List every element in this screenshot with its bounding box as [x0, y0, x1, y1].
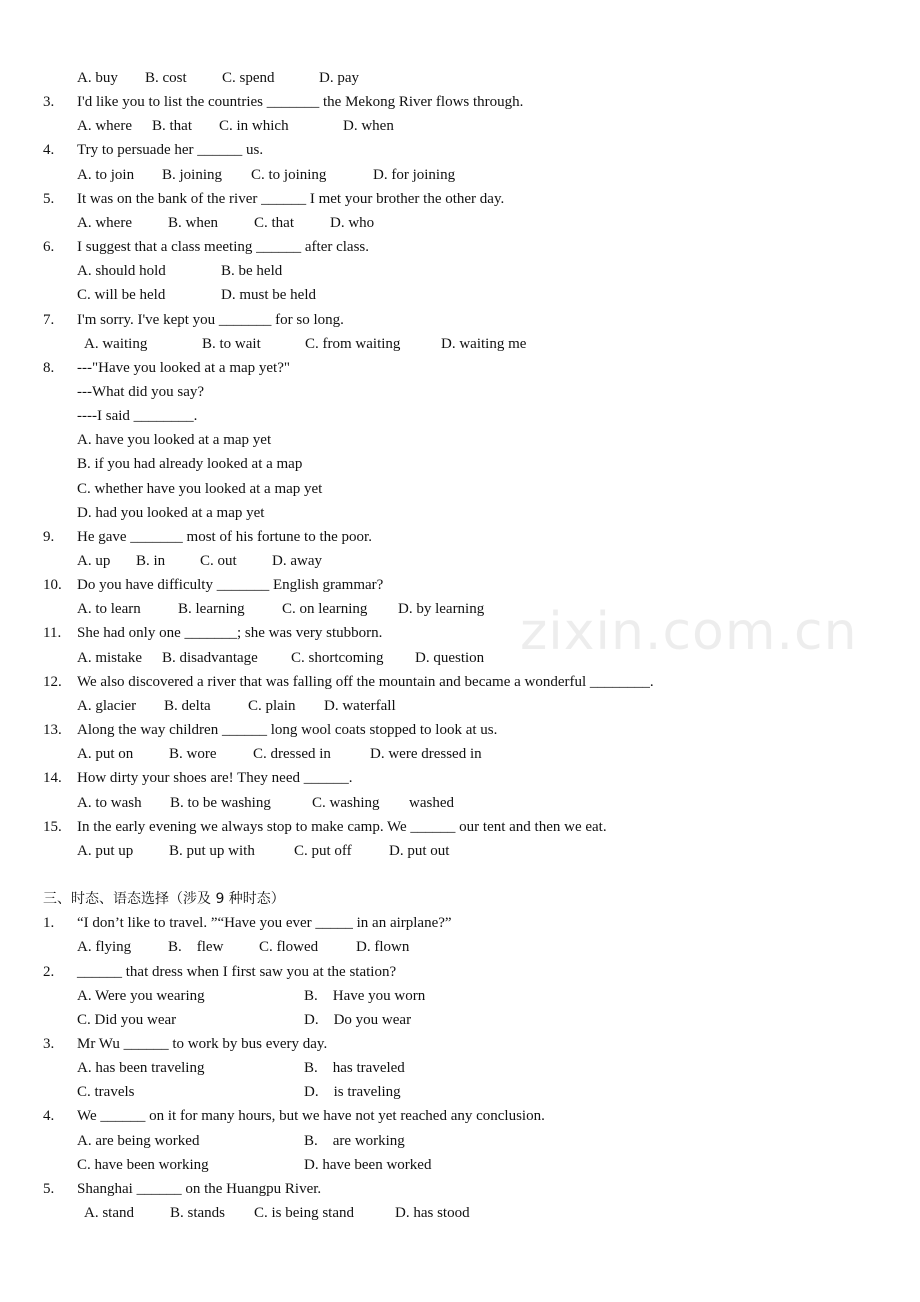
question-number: 3.: [43, 1036, 55, 1052]
question-number: 9.: [43, 528, 55, 545]
question-text: Mr Wu ______ to work by bus every day.: [77, 1036, 328, 1052]
option: C. put off: [294, 842, 352, 859]
question-number: 3.: [43, 94, 55, 111]
option: A. to wash: [77, 794, 142, 811]
option-row: [0, 1153, 920, 1177]
option: B. stands: [170, 1205, 226, 1222]
option: B. when: [168, 214, 218, 231]
question-text: We ______ on it for many hours, but we have not yet reached any conclusion.: [77, 1108, 545, 1125]
question-number: 8.: [43, 359, 55, 376]
question-text: Try to persuade her ______ us.: [77, 142, 264, 159]
option: C. will be held: [77, 287, 166, 304]
option: B. wore: [169, 746, 217, 763]
option-row: [0, 742, 920, 766]
question-number: 10.: [43, 577, 62, 594]
option-row: [0, 791, 920, 815]
question-line: [0, 308, 920, 332]
option: C. from waiting: [305, 335, 401, 352]
question-line: [0, 815, 920, 839]
option-row: [0, 984, 920, 1008]
question-line: [0, 960, 920, 984]
question-text: Along the way children ______ long wool coats stopped to look at us.: [77, 722, 498, 739]
question-line: [0, 573, 920, 597]
option: B. be held: [221, 263, 283, 280]
dialogue-text: ---What did you say?: [77, 383, 205, 400]
option-row: [0, 332, 920, 356]
dialogue-text: ----I said ________.: [77, 408, 198, 425]
option: C. washing: [312, 794, 380, 811]
option: A. have you looked at a map yet: [77, 432, 272, 449]
option-row: [0, 935, 920, 959]
question-line: [0, 1104, 920, 1128]
option: A. up: [77, 553, 111, 569]
question-number: 4.: [43, 1108, 55, 1125]
question-text: I suggest that a class meeting ______ after class.: [77, 239, 370, 256]
option-row: [0, 211, 920, 235]
question-line: [0, 1177, 920, 1201]
option: A. are being worked: [77, 1132, 200, 1149]
option: A. should hold: [77, 263, 166, 280]
option: B. to be washing: [170, 794, 271, 811]
question-text: He gave _______ most of his fortune to the poor.: [77, 528, 372, 545]
question-text: How dirty your shoes are! They need ______.: [77, 770, 353, 787]
question-number: 11.: [43, 625, 62, 642]
option: C. Did you wear: [77, 1011, 177, 1028]
option: B. disadvantage: [162, 649, 258, 666]
option: B. cost: [145, 70, 187, 86]
option: D. for joining: [373, 166, 456, 183]
section-title: 三、时态、语态选择（涉及 9 种时态）: [43, 891, 285, 908]
question-text: In the early evening we always stop to make camp. We ______ our tent and then we eat.: [77, 818, 607, 835]
option: D. put out: [389, 842, 450, 859]
question-number: 14.: [43, 770, 62, 787]
option-row: [0, 1129, 920, 1153]
option: B. Have you worn: [304, 987, 426, 1004]
option: D. Do you wear: [304, 1011, 412, 1028]
option: A. stand: [84, 1205, 134, 1222]
option: C. shortcoming: [291, 649, 384, 666]
option: A. to join: [77, 166, 135, 183]
option: C. out: [200, 553, 237, 569]
option: D. question: [415, 649, 485, 666]
option: D. were dressed in: [370, 746, 482, 763]
option: D. away: [272, 553, 322, 569]
question-text: I'm sorry. I've kept you _______ for so long.: [77, 311, 344, 328]
option: washed: [409, 794, 454, 811]
question-text: Shanghai ______ on the Huangpu River.: [77, 1180, 322, 1197]
question-number: 2.: [43, 963, 55, 980]
option: B. flew: [168, 939, 224, 956]
option: C. that: [254, 214, 294, 231]
question-number: 4.: [43, 142, 55, 159]
question-text: I'd like you to list the countries _______ the Mekong River flows through.: [77, 94, 524, 111]
question-number: 5.: [43, 190, 55, 207]
option: C. plain: [248, 697, 296, 714]
question-text: ______ that dress when I first saw you at the station?: [77, 963, 397, 980]
option: C. travels: [77, 1084, 135, 1101]
option: B. joining: [162, 166, 223, 183]
question-line: [0, 235, 920, 259]
question-line: [0, 766, 920, 790]
option-row: [0, 163, 920, 187]
question-text: It was on the bank of the river ______ I met your brother the other day.: [77, 190, 505, 207]
option: C. is being stand: [254, 1205, 354, 1222]
option-row: [0, 549, 920, 573]
question-line: [0, 138, 920, 162]
question-number: 13.: [43, 722, 62, 739]
question-line: [0, 356, 920, 380]
option: A. where: [77, 118, 132, 135]
option: A. to learn: [77, 601, 141, 618]
option-row: [0, 114, 920, 138]
option: D. has stood: [395, 1205, 470, 1222]
option: B. are working: [304, 1132, 405, 1149]
option: C. to joining: [251, 166, 327, 183]
option: A. waiting: [84, 335, 148, 352]
option-row: [0, 259, 920, 283]
option-row: [0, 428, 920, 452]
option-row: [0, 839, 920, 863]
question-number: 5.: [43, 1180, 55, 1197]
option: A. mistake: [77, 649, 142, 666]
option: A. put up: [77, 842, 134, 859]
option: C. flowed: [259, 939, 319, 956]
option: B. learning: [178, 601, 245, 618]
option-row: [0, 66, 920, 90]
option-row: [0, 283, 920, 307]
question-number: 7.: [43, 311, 55, 328]
option: D. is traveling: [304, 1084, 401, 1101]
option: B. delta: [164, 697, 211, 714]
option: D. have been worked: [304, 1156, 432, 1173]
option: A. where: [77, 214, 132, 231]
option: D. must be held: [221, 287, 316, 304]
option-row: [0, 477, 920, 501]
question-line: [0, 911, 920, 935]
option: A. Were you wearing: [77, 987, 205, 1004]
option: C. spend: [222, 70, 275, 86]
question-text: “I don’t like to travel. ”“Have you ever _____ in an airplane?”: [77, 915, 452, 932]
option: A. flying: [77, 939, 132, 956]
question-number: 6.: [43, 239, 55, 256]
question-text: We also discovered a river that was falling off the mountain and became a wonderful ________.: [77, 673, 654, 690]
question-text: ---"Have you looked at a map yet?": [77, 359, 290, 376]
option: D. waiting me: [441, 335, 527, 352]
option: B. in: [136, 553, 166, 569]
option: D. pay: [319, 70, 359, 86]
option: B. has traveled: [304, 1060, 405, 1077]
section-title-line: [0, 887, 920, 911]
option: C. in which: [219, 118, 289, 135]
option: A. buy: [77, 70, 118, 86]
option-row: [0, 1201, 920, 1225]
option: D. waterfall: [324, 697, 396, 714]
option: D. had you looked at a map yet: [77, 504, 265, 521]
option: A. has been traveling: [77, 1060, 205, 1077]
question-line: [0, 1032, 920, 1056]
question-line: [0, 670, 920, 694]
option: B. put up with: [169, 842, 255, 859]
question-text: Do you have difficulty _______ English grammar?: [77, 577, 384, 594]
dialogue-line: [0, 380, 920, 404]
watermark-text: zixin.com.cn: [520, 602, 858, 662]
question-line: [0, 525, 920, 549]
dialogue-line: [0, 404, 920, 428]
option: C. on learning: [282, 601, 368, 618]
option-row: [0, 501, 920, 525]
question-number: 15.: [43, 818, 62, 835]
question-line: [0, 187, 920, 211]
option: B. to wait: [202, 335, 261, 352]
option: C. dressed in: [253, 746, 331, 763]
option: D. when: [343, 118, 394, 135]
option: A. put on: [77, 746, 134, 763]
option: D. flown: [356, 939, 410, 956]
option-row: [0, 1080, 920, 1104]
question-line: [0, 718, 920, 742]
option: C. have been working: [77, 1156, 209, 1173]
option-row: [0, 452, 920, 476]
option: B. that: [152, 118, 192, 135]
question-text: She had only one _______; she was very stubborn.: [77, 625, 383, 642]
question-number: 1.: [43, 915, 55, 932]
option-row: [0, 1056, 920, 1080]
option: A. glacier: [77, 697, 137, 714]
option-row: [0, 1008, 920, 1032]
question-number: 12.: [43, 673, 62, 690]
option: D. who: [330, 214, 375, 231]
question-line: [0, 90, 920, 114]
option: C. whether have you looked at a map yet: [77, 480, 323, 497]
option-row: [0, 694, 920, 718]
option: B. if you had already looked at a map: [77, 456, 303, 473]
option: D. by learning: [398, 601, 485, 618]
